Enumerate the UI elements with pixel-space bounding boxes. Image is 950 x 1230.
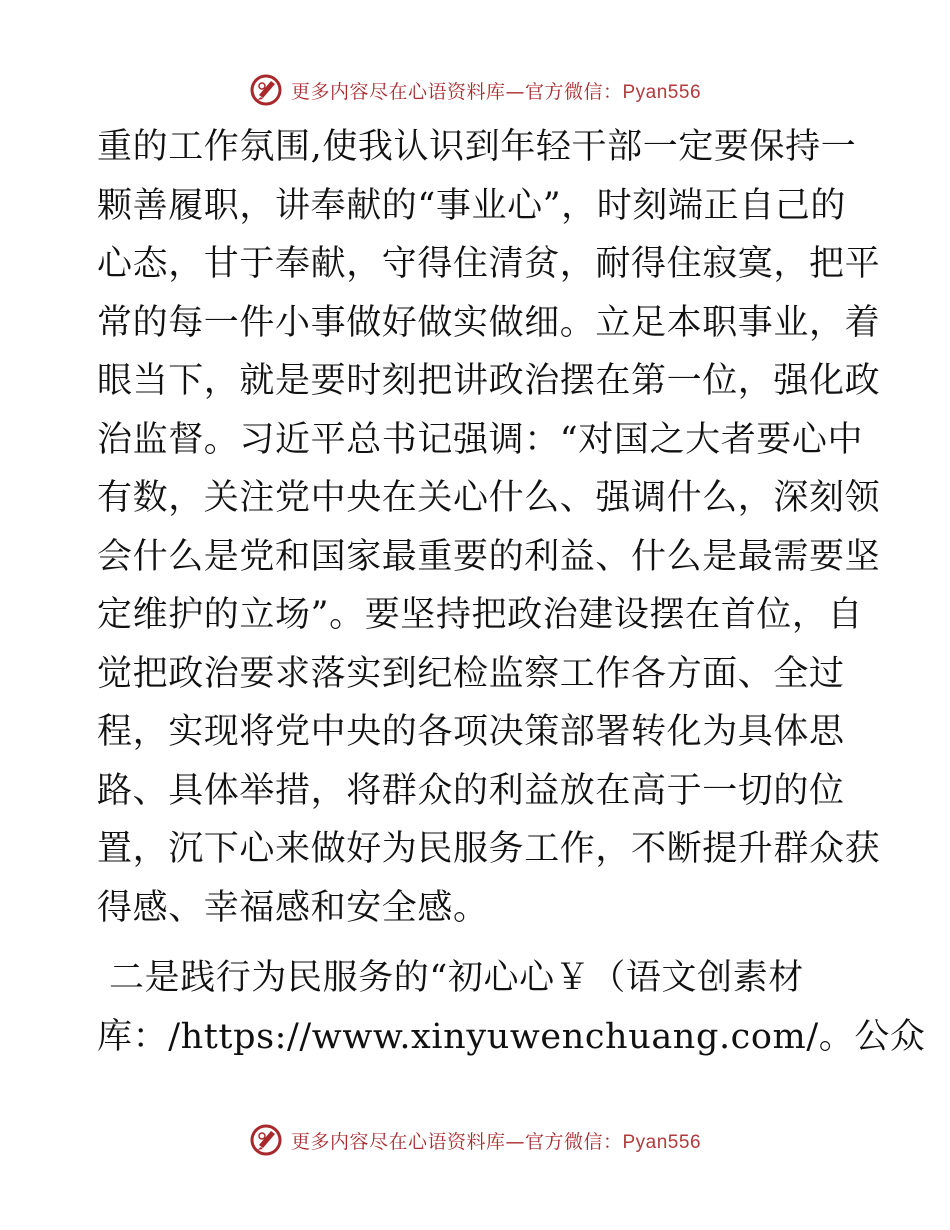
text-line: 颗善履职，讲奉献的“事业心”，时刻端正自己的	[97, 185, 846, 226]
text-line: 眼当下，就是要时刻把讲政治摆在第一位，强化政	[97, 361, 881, 401]
header-brand: 更多内容尽在心语资料库	[290, 80, 506, 103]
text-line: 得感、幸福感和安全感。	[97, 887, 489, 928]
text-line: 程，实现将党中央的各项决策部署转化为具体思	[97, 712, 845, 752]
header-banner	[0, 70, 950, 110]
document-body	[97, 118, 926, 1066]
text-line: 置，沉下心来做好为民服务工作，不断提升群众获	[97, 829, 881, 869]
header-wechat-id: Pyan556	[622, 81, 702, 103]
footer-text	[291, 1127, 701, 1154]
brand-logo-icon	[249, 73, 283, 107]
text-line: 路、具体举措，将群众的利益放在高于一切的位	[97, 770, 845, 811]
header-wechat-label: 官方微信：	[524, 80, 623, 103]
footer-wechat-label: 官方微信：	[524, 1130, 623, 1153]
text-line: 库：/https://www.xinyuwenchuang.com/。公众	[97, 1016, 926, 1057]
text-line: 心态，甘于奉献，守得住清贫，耐得住寂寞，把平	[97, 244, 881, 284]
brand-logo-icon	[249, 1123, 283, 1157]
text-line: 常的每一件小事做好做实做细。立足本职事业，着	[97, 302, 881, 343]
footer-wechat-id: Pyan556	[622, 1131, 702, 1153]
text-line: 治监督。习近平总书记强调：“对国之大者要心中	[97, 419, 864, 460]
paragraph-1	[97, 118, 881, 937]
text-line: 二是践行为民服务的“初心心￥（语文创素材	[109, 958, 804, 998]
footer-dash: —	[505, 1130, 525, 1153]
text-line: 定维护的立场”。要坚持把政治建设摆在首位，自	[97, 595, 864, 635]
paragraph-2	[97, 949, 926, 1066]
text-line: 会什么是党和国家最重要的利益、什么是最需要坚	[97, 536, 881, 577]
footer-brand: 更多内容尽在心语资料库	[290, 1130, 506, 1153]
text-line: 觉把政治要求落实到纪检监察工作各方面、全过	[97, 653, 845, 694]
text-line: 重的工作氛围,使我认识到年轻干部一定要保持一	[97, 127, 857, 167]
text-line: 有数，关注党中央在关心什么、强调什么，深刻领	[97, 478, 881, 518]
paragraph-spacer	[97, 937, 857, 949]
header-text	[291, 77, 701, 104]
header-dash: —	[505, 80, 525, 103]
footer-banner	[0, 1120, 950, 1160]
